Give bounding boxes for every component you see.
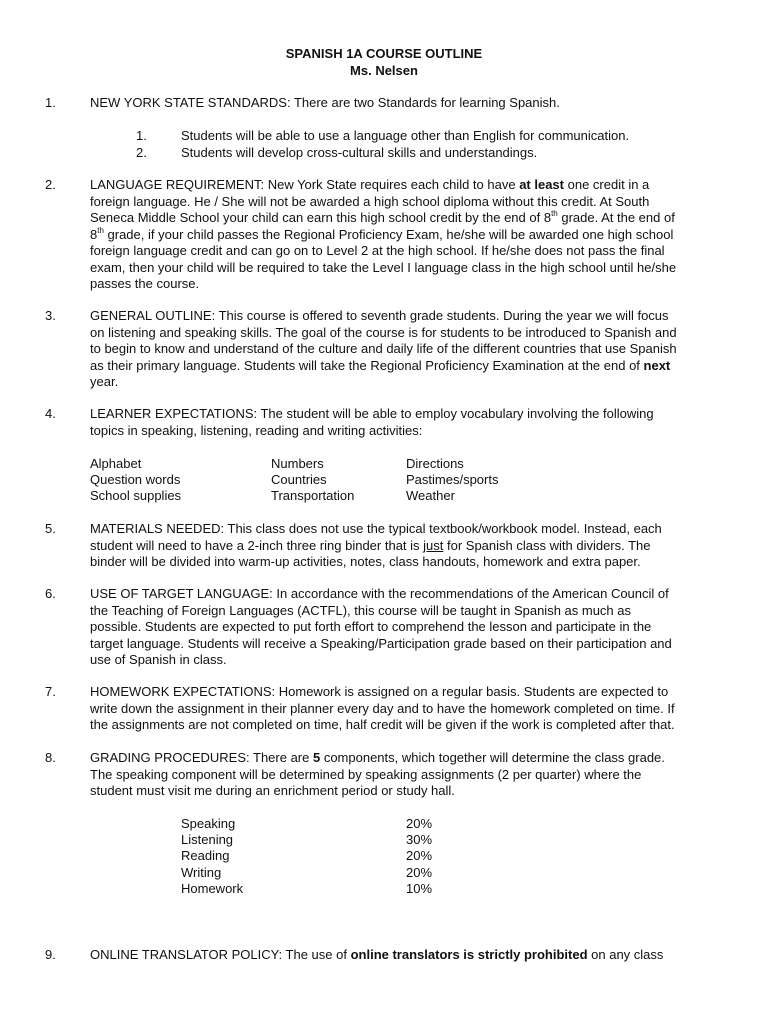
topic-item: Numbers: [271, 456, 324, 471]
section-homework-expectations: HOMEWORK EXPECTATIONS: Homework is assigned on a regular basis. Students are expected to write down the assignment in their planner every day and to have the homework completed on time. If the assignments are not completed on time, half credit will be given if the work is completed after that.: [90, 684, 675, 732]
topic-item: Directions: [406, 456, 464, 471]
section-target-language: USE OF TARGET LANGUAGE: In accordance with the recommendations of the American Council of the Teaching of Foreign Languages (ACTFL), this course will be taught in Spanish as much as possible. Students are expected to put forth effort to comprehend the lesson and participate in the target language. Students will receive a Speaking/Participation grade based on their participation and use of Spanish in class.: [90, 586, 672, 667]
grade-weight: 10%: [406, 880, 433, 896]
topic-item: Weather: [406, 488, 455, 504]
grade-component: Speaking: [181, 816, 236, 831]
section-number: 5.: [45, 521, 56, 536]
grade-weight: 20%: [406, 864, 433, 880]
section-number: 7.: [45, 684, 56, 699]
topics-column-2: [271, 456, 354, 505]
section-number: 9.: [45, 947, 56, 962]
topics-column-1: [90, 456, 181, 505]
grade-component: Reading: [181, 848, 230, 864]
list-item-number: 2.: [136, 145, 147, 160]
list-item: Students will develop cross-cultural skills and understandings.: [181, 145, 538, 160]
grade-weight: 30%: [406, 832, 433, 848]
topic-item: Pastimes/sports: [406, 472, 499, 488]
section-number: 8.: [45, 750, 56, 765]
grade-component: Writing: [181, 864, 222, 880]
grade-component: Listening: [181, 832, 234, 848]
grade-weights: [406, 816, 432, 897]
topics-column-3: [406, 456, 498, 505]
section-number: 6.: [45, 586, 56, 601]
section-learner-expectations: LEARNER EXPECTATIONS: The student will be able to employ vocabulary involving the following topics in speaking, listening, reading and writing activities:: [90, 406, 654, 438]
grade-weight: 20%: [406, 848, 433, 864]
grade-components: [181, 816, 243, 897]
topic-item: Alphabet: [90, 456, 142, 471]
grade-weight: 20%: [406, 816, 433, 831]
document-title: SPANISH 1A COURSE OUTLINE: [285, 46, 483, 61]
list-item-number: 1.: [136, 128, 147, 143]
section-number: 2.: [45, 177, 56, 192]
section-number: 4.: [45, 406, 56, 421]
list-item: Students will be able to use a language other than English for communication.: [181, 128, 630, 143]
section-standards: NEW YORK STATE STANDARDS: There are two Standards for learning Spanish.: [90, 95, 560, 110]
section-number: 1.: [45, 95, 56, 110]
section-online-translator-policy: ONLINE TRANSLATOR POLICY: The use of online translators is strictly prohibited on any class: [90, 947, 664, 962]
topic-item: Countries: [271, 472, 327, 488]
section-general-outline: GENERAL OUTLINE: This course is offered to seventh grade students. During the year we will focus on listening and speaking skills. The goal of the course is for students to be introduced to Spanish and to begin to know and understand of the culture and daily life of the different countries that use Spanish as their primary language. Students will take the Regional Proficiency Examination at the end of next year.: [90, 308, 677, 389]
topic-item: Question words: [90, 472, 181, 488]
section-number: 3.: [45, 308, 56, 323]
section-materials-needed: MATERIALS NEEDED: This class does not use the typical textbook/workbook model. Instead, each student will need to have a 2-inch three ring binder that is just for Spanish class with dividers. The binder will be divided into warm-up activities, notes, class handouts, homework and extra paper.: [90, 521, 662, 569]
topic-item: School supplies: [90, 488, 182, 504]
section-language-requirement: LANGUAGE REQUIREMENT: New York State requires each child to have at least one credit in a foreign language. He / She will not be awarded a high school diploma without this credit. At South Seneca Middle School your child can earn this high school credit by the end of 8th grade. At the end of 8th grade, if your child passes the Regional Proficiency Exam, he/she will be awarded one high school foreign language credit and can go on to Level 2 at the high school. If he/she does not pass the final exam, then your child will be required to take the Level I language class in the high school until he/she passes the course.: [90, 177, 677, 291]
topic-item: Transportation: [271, 488, 355, 504]
section-grading-procedures: GRADING PROCEDURES: There are 5 components, which together will determine the class grade. The speaking component will be determined by speaking assignments (2 per quarter) where the student must visit me during an enrichment period or study hall.: [90, 750, 665, 798]
grade-component: Homework: [181, 880, 244, 896]
teacher-name: Ms. Nelsen: [350, 63, 418, 78]
